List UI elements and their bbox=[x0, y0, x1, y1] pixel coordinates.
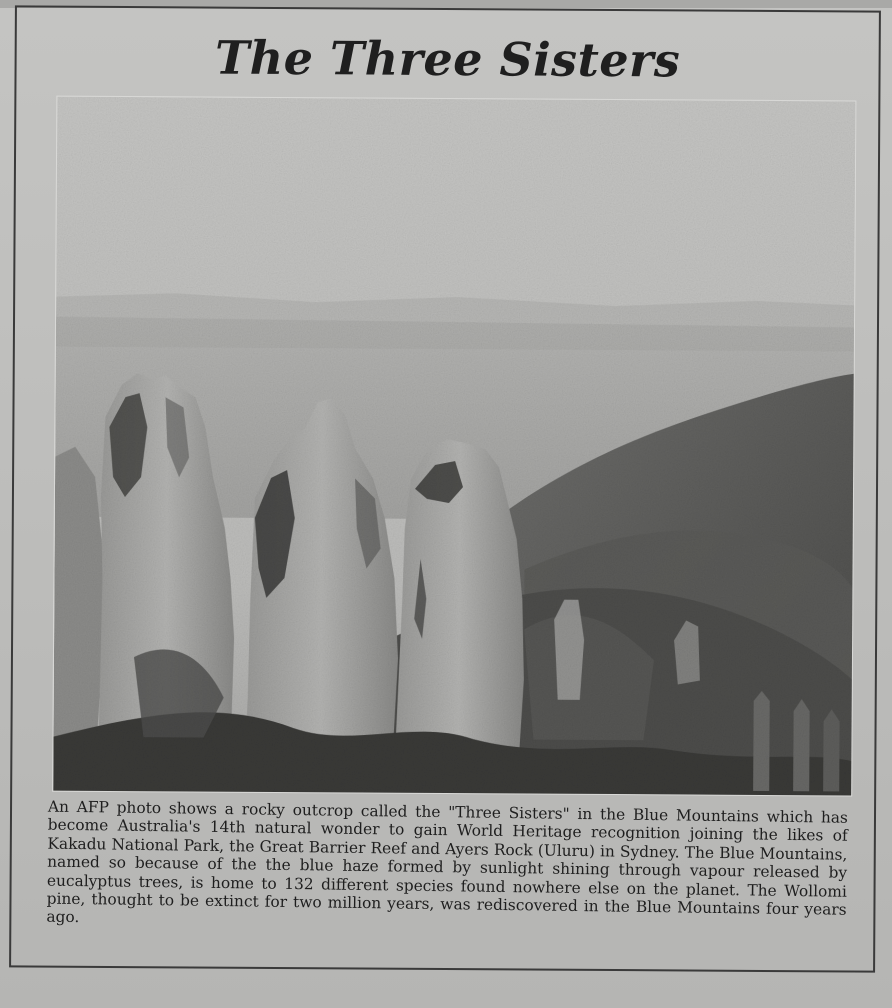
article-frame bbox=[9, 5, 881, 972]
article-photo bbox=[52, 96, 856, 797]
photo-caption: An AFP photo shows a rocky outcrop called the "Three Sisters" in the Blue Mountains which has become Australia's 14th natural wonder to gain World Heritage recognition joining the likes of Kakadu National Park, the Great Barrier Reef and Ayers Rock (Uluru) in Sydney. The Blue Mountains, named so because of the the blue haze formed by sunlight shining through vapour released by eucalyptus trees, is home to 132 different species found nowhere else on the planet. The Wollomi pine, thought to be extinct for two million years, was rediscovered in the Blue Mountains four years ago. bbox=[46, 797, 849, 927]
three-sisters-photo bbox=[53, 97, 856, 797]
article-title: The Three Sisters bbox=[214, 30, 681, 88]
